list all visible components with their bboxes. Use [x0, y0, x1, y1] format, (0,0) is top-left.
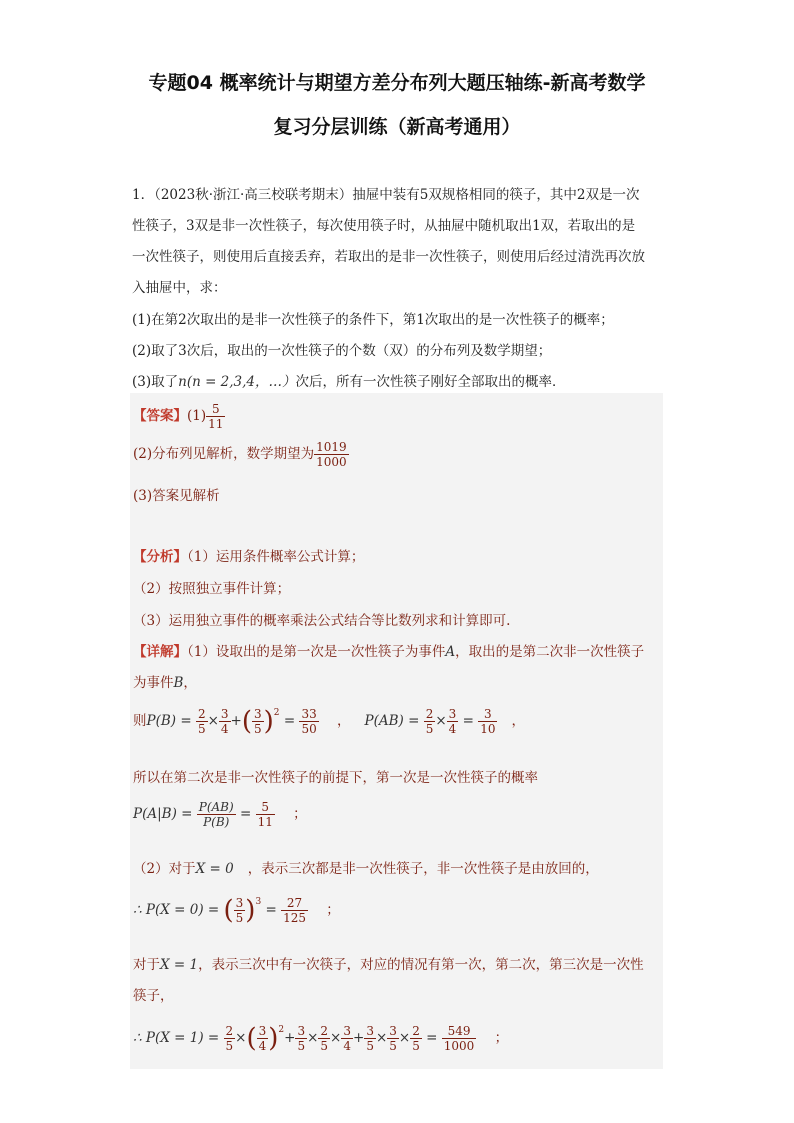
frac-den: 4 — [448, 722, 457, 736]
frac-549-1000 — [442, 1024, 477, 1053]
page-title-line2: 复习分层训练（新高考通用） — [273, 116, 521, 138]
event-a: A — [445, 644, 456, 660]
frac-num: 2 — [225, 1024, 234, 1038]
formula-pa-given-b: P(A|B) = $\frac{P(AB)}{P(B)}$ = $\frac{5}{11}$ ； — [133, 800, 307, 829]
analysis-line-1 — [133, 545, 364, 565]
answer-2-den: 1000 — [316, 455, 347, 469]
frac-den: 11 — [257, 815, 273, 829]
question-line-3: 一次性筷子，则使用后直接丢弃，若取出的是非一次性筷子，则使用后经过清洗再次放 — [132, 249, 645, 265]
x-eq-1: X = 1 — [160, 957, 199, 973]
detail-text-2b: ， — [183, 675, 197, 691]
frac-num: P(AB) — [198, 800, 234, 814]
frac-den: 10 — [480, 722, 496, 736]
frac-3-4c — [257, 1024, 269, 1053]
frac-den: 5 — [412, 1039, 420, 1053]
frac-den: P(B) — [203, 815, 230, 829]
frac-den: 5 — [297, 1039, 306, 1053]
answer-1-num: 5 — [206, 402, 225, 417]
frac-num: 27 — [281, 896, 308, 911]
frac-num: 2 — [425, 707, 434, 721]
frac-den: 5 — [425, 722, 434, 736]
frac-den: 5 — [254, 722, 262, 736]
analysis-text-1: （1）运用条件概率公式计算； — [187, 549, 365, 565]
detail-text-1a: （1）设取出的是第一次是一次性筷子为事件 — [187, 644, 446, 660]
frac-2-5e — [318, 1024, 330, 1053]
answer-1-fraction — [206, 402, 225, 431]
analysis-line-3: （3）运用独立事件的概率乘法公式结合等比数列求和计算即可. — [133, 613, 511, 629]
frac-num: 3 — [389, 1024, 397, 1038]
frac-num: 3 — [448, 707, 457, 721]
pab-lhs: P(AB) = — [364, 713, 420, 729]
detail-label: 【详解】 — [133, 644, 187, 660]
question-sub-2: (2)取了3次后，取出的一次性筷子的个数（双）的分布列及数学期望； — [132, 343, 552, 359]
frac-5-11 — [256, 800, 275, 829]
detail-text-8b: ，表示三次中有一次筷子，对应的情况有第一次，第二次，第三次是一次性 — [198, 957, 644, 973]
frac-3-5 — [252, 707, 264, 736]
answer-2-fraction — [314, 440, 349, 469]
frac-num: 549 — [442, 1024, 477, 1039]
pagb-lhs: P(A|B) = — [133, 806, 193, 822]
frac-num: 33 — [301, 707, 317, 721]
question-sub-1: (1)在第2次取出的是非一次性筷子的条件下，第1次取出的是一次性筷子的概率； — [132, 312, 614, 328]
frac-den: 5 — [389, 1039, 397, 1053]
detail-line-4: 所以在第二次是非一次性筷子的前提下，第一次是一次性筷子的概率 — [133, 770, 538, 786]
x-eq-0: X = 0 — [195, 861, 234, 877]
answer-2-text: (2)分布列见解析，数学期望为 — [133, 446, 315, 462]
frac-den: 5 — [197, 722, 206, 736]
sub3-pre: (3)取了 — [132, 374, 179, 390]
formula-px1: ∴ P(X = 1) = $\frac{2}{5}$ ×( $\frac{3}{4}$ )$^2$+ $\frac{3}{5}$ × $\frac{2}{5}$ × $\frac{3}{4}$ + $\frac{3}{5}$ × $\frac{3}{5}$ × $\frac{2}{5}$ = $\frac{549}{1000}$ ； — [133, 1023, 509, 1054]
detail-line-9: 筷子， — [133, 988, 174, 1004]
frac-num: 5 — [256, 800, 275, 815]
formula-pb-pab: 则P(B) = $\frac{2}{5}$ × $\frac{3}{4}$ +( $\frac{3}{5}$ )$^2$ = $\frac{33}{50}$ ， P(AB) = $\frac{2}{5}$ × $\frac{3}{4}$ = $\frac{3}{10}$ ， — [133, 706, 525, 737]
detail-text-1b: ，取出的是第二次非一次性筷子 — [455, 644, 645, 660]
frac-pab-pb — [197, 800, 236, 829]
answer-label: 【答案】 — [133, 408, 187, 424]
sub3-math: n(n = 2,3,4，…） — [178, 374, 296, 390]
frac-den: 4 — [220, 722, 229, 736]
frac-num: 3 — [366, 1024, 374, 1038]
question-line-4: 入抽屉中，求： — [132, 280, 227, 296]
frac-den: 125 — [283, 911, 306, 925]
frac-num: 3 — [478, 707, 497, 722]
frac-den: 1000 — [443, 1039, 475, 1053]
semicolon: ； — [293, 806, 307, 822]
frac-27-125 — [281, 896, 308, 925]
detail-line-1 — [133, 640, 644, 660]
analysis-line-2: （2）按照独立事件计算； — [133, 581, 291, 597]
detail-text-6b: ，表示三次都是非一次性筷子，非一次性筷子是由放回的， — [247, 861, 599, 877]
frac-den: 5 — [225, 1039, 234, 1053]
frac-num: 3 — [235, 896, 244, 910]
analysis-label: 【分析】 — [133, 549, 187, 565]
answer-1-prefix: (1) — [187, 408, 207, 424]
frac-2-5b — [424, 707, 436, 736]
px0-lhs: ∴ P(X = 0) = — [133, 902, 220, 918]
answer-line-2 — [133, 440, 349, 469]
event-b: B — [173, 675, 184, 691]
answer-line-1 — [133, 402, 225, 431]
frac-33-50 — [299, 707, 318, 736]
frac-den: 5 — [235, 911, 244, 925]
frac-den: 4 — [343, 1039, 351, 1053]
frac-den: 4 — [258, 1039, 267, 1053]
frac-3-5c — [234, 896, 246, 925]
pb-lhs: P(B) = — [146, 713, 192, 729]
frac-den: 50 — [301, 722, 317, 736]
frac-den: 5 — [320, 1039, 329, 1053]
detail-line-6 — [133, 857, 599, 877]
frac-2-5d — [224, 1024, 236, 1053]
answer-2-num: 1019 — [316, 440, 347, 454]
detail-text-2a: 为事件 — [133, 675, 174, 691]
page-title-line1: 专题04 概率统计与期望方差分布列大题压轴练-新高考数学 — [148, 72, 646, 94]
frac-num: 3 — [254, 707, 262, 721]
frac-num: 3 — [258, 1024, 267, 1038]
detail-text-8a: 对于 — [133, 957, 160, 973]
frac-num: 3 — [343, 1024, 351, 1038]
question-line-2: 性筷子，3双是非一次性筷子，每次使用筷子时，从抽屉中随机取出1双，若取出的是 — [132, 218, 636, 234]
frac-num: 3 — [220, 707, 229, 721]
px1-lhs: ∴ P(X = 1) = — [133, 1030, 220, 1046]
detail-ze: 则 — [133, 713, 147, 729]
frac-3-4b — [447, 707, 459, 736]
frac-den: 5 — [366, 1039, 374, 1053]
answer-1-den: 11 — [208, 417, 224, 431]
frac-2-5f — [410, 1024, 422, 1053]
frac-3-5f — [387, 1024, 399, 1053]
formula-px0: ∴ P(X = 0) = ( $\frac{3}{5}$ )$^3$ = $\frac{27}{125}$ ； — [133, 895, 340, 926]
detail-line-8 — [133, 953, 644, 973]
sub3-post: 次后，所有一次性筷子刚好全部取出的概率． — [295, 374, 566, 390]
semicolon: ； — [326, 902, 340, 918]
detail-text-6a: （2）对于 — [133, 861, 196, 877]
frac-num: 3 — [297, 1024, 306, 1038]
frac-3-4 — [219, 707, 231, 736]
frac-3-5d — [295, 1024, 307, 1053]
semicolon: ； — [494, 1030, 509, 1046]
frac-num: 2 — [412, 1024, 420, 1038]
question-sub-3 — [132, 370, 566, 390]
frac-3-5e — [364, 1024, 376, 1053]
frac-num: 2 — [320, 1024, 329, 1038]
frac-3-4d — [341, 1024, 353, 1053]
frac-num: 2 — [197, 707, 206, 721]
question-line-1: 1．（2023秋·浙江·高三校联考期末）抽屉中装有5双规格相同的筷子，其中2双是一次 — [132, 187, 640, 203]
detail-line-2 — [133, 671, 197, 691]
frac-2-5 — [196, 707, 208, 736]
frac-3-10 — [478, 707, 497, 736]
answer-line-3: (3)答案见解析 — [133, 488, 220, 504]
